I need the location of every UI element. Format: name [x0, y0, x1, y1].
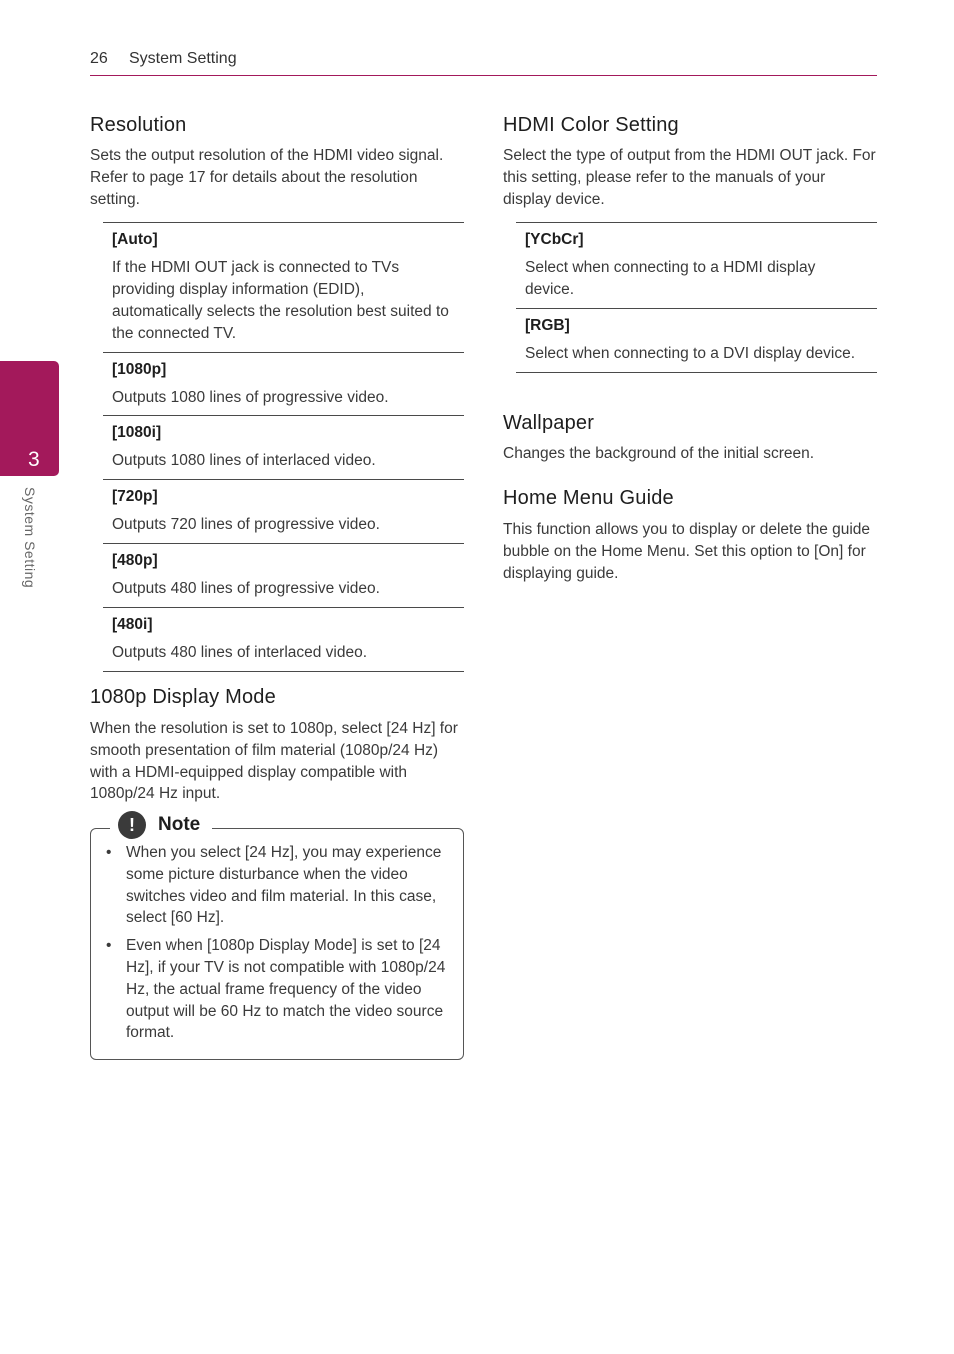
option-description: Outputs 720 lines of progressive video.	[112, 516, 380, 534]
note-item	[106, 935, 448, 1044]
display-mode-heading: 1080p Display Mode	[90, 686, 276, 708]
note-list	[106, 842, 448, 1050]
home-menu-guide-section	[503, 487, 877, 584]
option-row	[103, 544, 464, 608]
option-label: [RGB]	[525, 316, 570, 334]
page-number: 26	[90, 50, 108, 67]
note-item-text: When you select [24 Hz], you may experience some picture disturbance when the video switches video and film material. In this case, select [60 Hz].	[126, 844, 442, 927]
option-label: [Auto]	[112, 231, 158, 249]
wallpaper-section	[503, 412, 877, 465]
display-mode-section	[90, 686, 464, 805]
option-label: [YCbCr]	[525, 231, 584, 249]
bullet-icon: •	[106, 844, 112, 861]
home-menu-guide-heading: Home Menu Guide	[503, 487, 674, 509]
note-header	[110, 811, 212, 839]
chapter-side-label: System Setting	[22, 487, 38, 589]
hdmi-color-options-table	[516, 222, 877, 372]
hdmi-color-section	[503, 114, 877, 373]
resolution-options-table	[103, 222, 464, 671]
resolution-section	[90, 114, 464, 672]
option-row	[103, 353, 464, 417]
option-label: [1080i]	[112, 424, 162, 442]
option-description: Outputs 1080 lines of progressive video.	[112, 388, 389, 406]
option-label: [720p]	[112, 488, 158, 506]
exclamation-icon: !	[118, 811, 146, 839]
option-row	[516, 223, 877, 309]
header-title: System Setting	[129, 50, 237, 67]
home-menu-guide-body: This function allows you to display or delete the guide bubble on the Home Menu. Set this option to [On] for displaying guide.	[503, 521, 871, 582]
hdmi-color-heading: HDMI Color Setting	[503, 114, 679, 136]
wallpaper-heading: Wallpaper	[503, 412, 595, 434]
display-mode-body: When the resolution is set to 1080p, select [24 Hz] for smooth presentation of film material (1080p/24 Hz) with a HDMI-equipped display compatible with 1080p/24 Hz input.	[90, 720, 458, 803]
bullet-icon: •	[106, 937, 112, 955]
wallpaper-body: Changes the background of the initial screen.	[503, 445, 815, 462]
option-description: Outputs 480 lines of progressive video.	[112, 579, 380, 597]
option-description: Select when connecting to a HDMI display device.	[525, 259, 816, 299]
option-row	[103, 223, 464, 352]
option-description: Select when connecting to a DVI display device.	[525, 344, 855, 362]
page-header	[90, 47, 877, 76]
option-row	[516, 309, 877, 373]
option-label: [1080p]	[112, 360, 167, 378]
resolution-heading: Resolution	[90, 114, 187, 136]
option-description: Outputs 480 lines of interlaced video.	[112, 643, 368, 661]
option-description: Outputs 1080 lines of interlaced video.	[112, 452, 376, 470]
hdmi-color-intro: Select the type of output from the HDMI OUT jack. For this setting, please refer to the manuals of your display device.	[503, 147, 876, 208]
option-description: If the HDMI OUT jack is connected to TVs providing display information (EDID), automatically selects the resolution best suited to the connected TV.	[112, 259, 449, 342]
option-label: [480i]	[112, 615, 153, 633]
resolution-intro: Sets the output resolution of the HDMI video signal. Refer to page 17 for details about the resolution setting.	[90, 147, 444, 208]
option-row	[103, 608, 464, 672]
option-label: [480p]	[112, 551, 158, 569]
note-item-text: Even when [1080p Display Mode] is set to [24 Hz], if your TV is not compatible with 1080p/24 Hz, the actual frame frequency of the video output will be 60 Hz to match the video source format.	[126, 937, 446, 1042]
option-row	[103, 416, 464, 480]
note-label: Note	[158, 814, 201, 835]
option-row	[103, 480, 464, 544]
chapter-number: 3	[28, 448, 40, 471]
note-item	[106, 842, 448, 929]
